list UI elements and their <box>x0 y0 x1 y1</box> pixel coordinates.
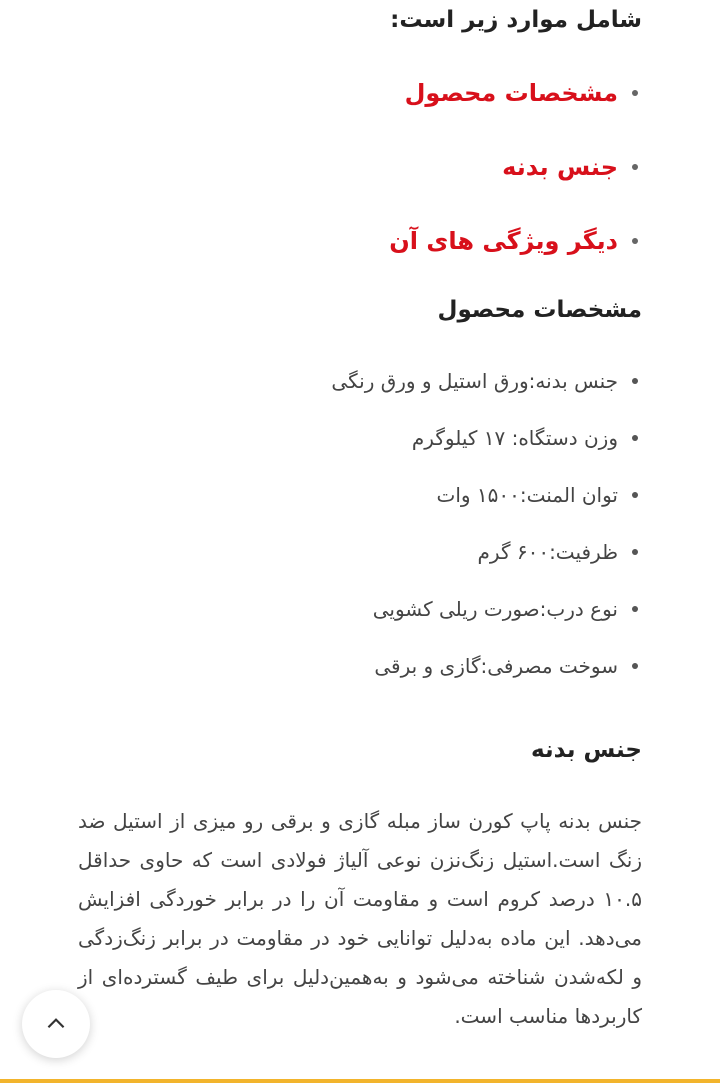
article-content <box>78 0 642 1036</box>
spec-text: نوع درب:صورت ریلی کشویی <box>372 596 618 621</box>
spec-text: سوخت مصرفی:گازی و برقی <box>374 653 618 678</box>
specs-heading: مشخصات محصول <box>437 297 642 323</box>
chevron-up-icon <box>43 1011 69 1037</box>
spec-item <box>78 409 642 466</box>
spec-item <box>78 466 642 523</box>
body-material-heading: جنس بدنه <box>531 737 642 763</box>
spec-item <box>78 580 642 637</box>
spec-item <box>78 637 642 694</box>
bullet-icon <box>632 435 638 441</box>
toc-link-other-features[interactable]: دیگر ویژگی های آن <box>389 227 618 255</box>
spec-text: وزن دستگاه: ۱۷ کیلوگرم <box>411 425 618 450</box>
toc-link-body-material[interactable]: جنس بدنه <box>502 153 618 181</box>
bullet-icon <box>632 90 638 96</box>
bullet-icon <box>632 549 638 555</box>
spec-item <box>78 523 642 580</box>
spec-text: توان المنت:۱۵۰۰ وات <box>436 482 618 507</box>
specs-list <box>78 352 642 694</box>
spec-text: جنس بدنه:ورق استیل و ورق رنگی <box>331 368 618 393</box>
bullet-icon <box>632 492 638 498</box>
intro-text: شامل موارد زیر است: <box>390 7 642 33</box>
accent-bar <box>0 1079 720 1083</box>
scroll-to-top-button[interactable] <box>22 990 90 1058</box>
toc-item <box>78 56 642 130</box>
bullet-icon <box>632 238 638 244</box>
bullet-icon <box>632 378 638 384</box>
body-material-paragraph: جنس بدنه پاپ کورن ساز مبله گازی و برقی رو میزی از استیل ضد زنگ است.استیل زنگ‌نزن نوعی آلیاژ فولادی است که حاوی حداقل ۱۰.۵ درصد کروم است و مقاومت آن را در برابر خوردگی افزایش می‌دهد. این ماده به‌دلیل توانایی خود در مقاومت در برابر زنگ‌زدگی و لکه‌شدن شناخته می‌شود و به‌همین‌دلیل برای طیف گسترده‌ای از کاربردها مناسب است. <box>78 809 642 1028</box>
spec-text: ظرفیت:۶۰۰ گرم <box>477 539 618 564</box>
bullet-icon <box>632 663 638 669</box>
spec-item <box>78 352 642 409</box>
table-of-contents <box>78 56 642 278</box>
toc-item <box>78 204 642 278</box>
bullet-icon <box>632 164 638 170</box>
toc-link-specs[interactable]: مشخصات محصول <box>404 79 618 107</box>
bullet-icon <box>632 606 638 612</box>
toc-item <box>78 130 642 204</box>
